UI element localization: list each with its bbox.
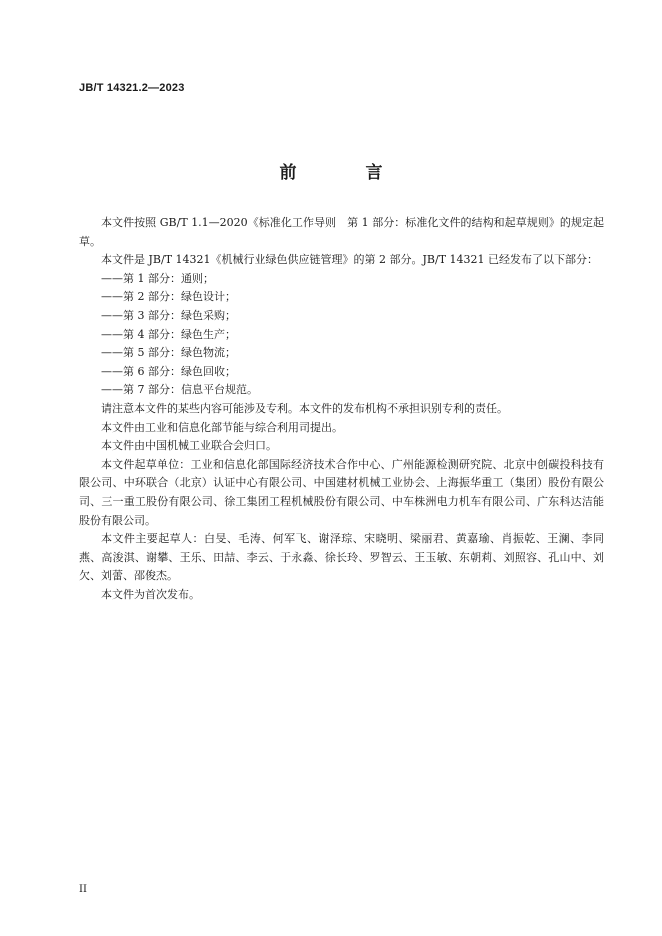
list-item: ——第 2 部分：绿色设计； (101, 290, 236, 304)
list-item: ——第 5 部分：绿色物流； (101, 346, 236, 360)
list-item: ——第 4 部分：绿色生产； (101, 327, 236, 341)
paragraph: 本文件由工业和信息化部节能与综合利用司提出。 (101, 420, 343, 434)
paragraph: 本文件为首次发布。 (101, 587, 200, 601)
paragraph: 本文件主要起草人：白旻、毛涛、何军飞、谢泽琮、宋晓明、梁丽君、黄嘉瑜、肖振乾、王澜、李同燕、高浚淇、谢攀、王乐、田喆、李云、于永淼、徐长玲、罗智云、王玉敏、东朝莉、刘照容、孔山中、刘欠、刘蕾、邵俊杰。 (79, 532, 604, 583)
paragraph: 本文件由中国机械工业联合会归口。 (101, 439, 277, 453)
list-item: ——第 3 部分：绿色采购； (101, 308, 236, 322)
paragraph: 请注意本文件的某些内容可能涉及专利。本文件的发布机构不承担识别专利的责任。 (101, 401, 508, 415)
paragraph: 本文件是 JB/T 14321《机械行业绿色供应链管理》的第 2 部分。JB/T 14321 已经发布了以下部分： (101, 253, 599, 267)
list-item: ——第 7 部分：信息平台规范。 (101, 383, 258, 397)
page-title: 前 言 (279, 163, 409, 183)
page-number: II (79, 884, 87, 895)
paragraph: 本文件按照 GB/T 1.1—2020《标准化工作导则 第 1 部分：标准化文件的结构和起草规则》的规定起草。 (79, 216, 604, 248)
standard-code: JB/T 14321.2—2023 (79, 82, 185, 94)
list-item: ——第 6 部分：绿色回收； (101, 364, 236, 378)
list-item: ——第 1 部分：通则； (101, 271, 214, 285)
paragraph: 本文件起草单位：工业和信息化部国际经济技术合作中心、广州能源检测研究院、北京中创碳投科技有限公司、中环联合（北京）认证中心有限公司、中国建材机械工业协会、上海振华重工（集团）股份有限公司、三一重工股份有限公司、徐工集团工程机械股份有限公司、中车株洲电力机车有限公司、广东科达洁能股份有限公司。 (79, 457, 604, 527)
foreword-body (79, 214, 604, 604)
